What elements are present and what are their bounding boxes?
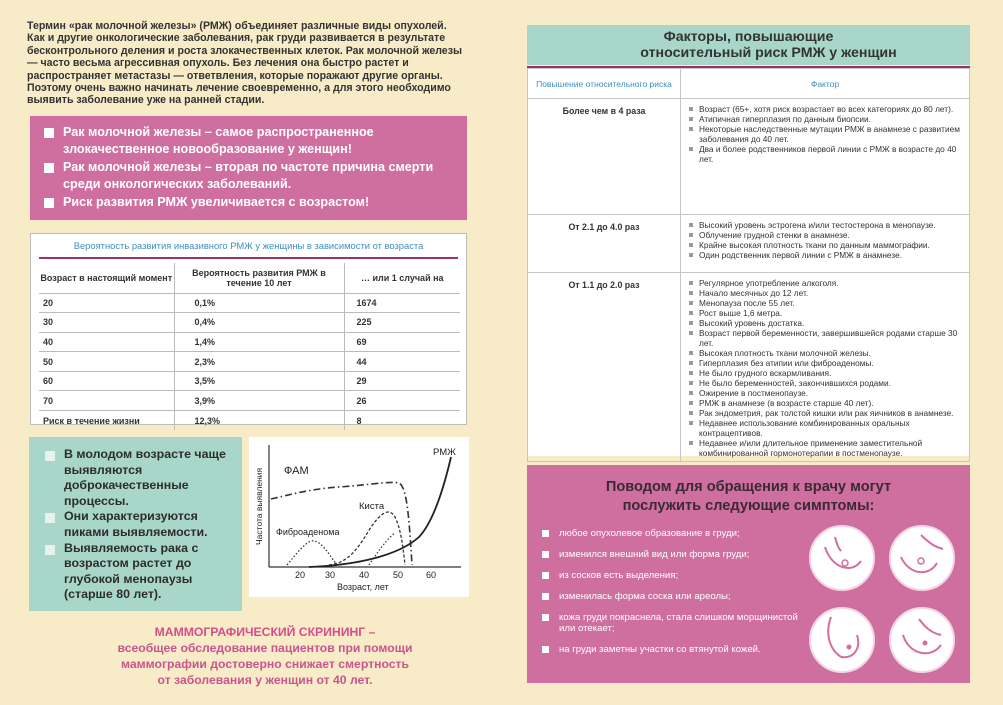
- ratio-cell: 225: [344, 313, 460, 333]
- table-row: [39, 332, 460, 352]
- symptom-text: изменилась форма соска или ареолы;: [559, 591, 731, 602]
- symptom-item: [542, 549, 812, 560]
- factor-cell: [681, 273, 970, 462]
- y-axis-label: Частота выявления: [254, 467, 264, 545]
- risk-title-line: Факторы, повышающие: [663, 29, 834, 45]
- ratio-cell: 29: [344, 371, 460, 391]
- age-cell: 30: [39, 313, 174, 333]
- symptoms-title: [527, 478, 970, 516]
- factor-item: [689, 104, 963, 114]
- factor-item: [689, 318, 963, 328]
- column-header: Вероятность развития РМЖ в течение 10 лет: [174, 263, 344, 293]
- bullet-icon: [689, 401, 693, 405]
- factor-item: [689, 308, 963, 318]
- age-cell: 60: [39, 371, 174, 391]
- probability-cell: 0,1%: [174, 293, 344, 313]
- bullet-icon: [689, 107, 693, 111]
- bullet-icon: [689, 311, 693, 315]
- bullet-icon: [689, 441, 693, 445]
- factor-text: Один родственник первой линии с РМЖ в анамнезе.: [699, 250, 902, 260]
- factor-text: Не было беременностей, закончившихся родами.: [699, 378, 891, 388]
- breast-side-icon: [809, 607, 875, 673]
- bullet-icon: [689, 351, 693, 355]
- symptom-text: любое опухолевое образование в груди;: [559, 528, 740, 539]
- column-header: … или 1 случай на: [344, 263, 460, 293]
- fam-label: ФАМ: [284, 465, 309, 477]
- bullet-icon: [689, 391, 693, 395]
- bullet-icon: [689, 243, 693, 247]
- detection-graph: [249, 437, 469, 597]
- factor-cell: [681, 215, 970, 273]
- cancer-curve: [309, 457, 451, 567]
- factor-text: Высокая плотность ткани молочной железы.: [699, 348, 871, 358]
- factor-text: Гиперплазия без атипии или фиброаденомы.: [699, 358, 874, 368]
- factor-item: [689, 348, 963, 358]
- probability-cell: 2,3%: [174, 352, 344, 372]
- symptoms-title-line: послужить следующие симптомы:: [622, 498, 875, 514]
- risk-level-cell: От 1.1 до 2.0 раз: [528, 273, 681, 462]
- checkbox-icon: [45, 513, 55, 523]
- bullet-icon: [689, 381, 693, 385]
- table-row: [528, 273, 970, 462]
- table-row: [39, 293, 460, 313]
- fact-text: Рак молочной железы – самое распространенное злокачественное новообразование у женщин!: [63, 125, 374, 156]
- probability-cell: 12,3%: [174, 411, 344, 431]
- factor-item: [689, 418, 963, 438]
- factor-text: Возраст первой беременности, завершившейся родами старше 30 лет.: [699, 328, 958, 348]
- fibroadenoma-label: Фиброаденома: [276, 527, 340, 537]
- young-item: [45, 509, 234, 540]
- factor-text: Недавнее использование комбинированных оральных контрацептивов.: [699, 418, 910, 438]
- symptom-item: [542, 528, 812, 539]
- x-tick: 20: [295, 570, 306, 580]
- symptom-text: изменился внешний вид или форма груди;: [559, 549, 750, 560]
- factor-text: Возраст (65+, хотя риск возрастает во всех категориях до 80 лет).: [699, 104, 954, 114]
- factor-item: [689, 298, 963, 308]
- bullet-icon: [542, 593, 549, 600]
- x-tick: 30: [325, 570, 336, 580]
- ratio-cell: 26: [344, 391, 460, 411]
- factor-text: Начало месячных до 12 лет.: [699, 288, 809, 298]
- probability-cell: 3,5%: [174, 371, 344, 391]
- factor-item: [689, 378, 963, 388]
- checkbox-icon: [44, 198, 54, 208]
- bullet-icon: [689, 371, 693, 375]
- breast-lump-icon: [809, 525, 875, 591]
- ratio-cell: 8: [356, 415, 362, 426]
- factor-item: [689, 124, 963, 144]
- cancer-label: РМЖ: [433, 447, 456, 458]
- factor-item: [689, 288, 963, 298]
- age-cell: 50: [39, 352, 174, 372]
- probability-cell: 3,9%: [174, 391, 344, 411]
- factor-text: Атипичная гиперплазия по данным биопсии.: [699, 114, 871, 124]
- factor-text: Некоторые наследственные мутации РМЖ в анамнезе с развитием заболевания до 40 лет.: [699, 124, 960, 144]
- bullet-icon: [689, 321, 693, 325]
- age-cell: 20: [39, 293, 174, 313]
- fact-item: [44, 159, 457, 193]
- symptoms-title-line: Поводом для обращения к врачу могут: [605, 479, 892, 495]
- bullet-icon: [542, 572, 549, 579]
- bullet-icon: [689, 233, 693, 237]
- table-row: [528, 215, 970, 273]
- screening-note: [60, 624, 470, 688]
- factor-item: [689, 250, 963, 260]
- bullet-icon: [689, 411, 693, 415]
- bullet-icon: [689, 331, 693, 335]
- breast-palpation-icon: [889, 607, 955, 673]
- symptom-text: из сосков есть выделения;: [559, 570, 679, 581]
- young-text: Они характеризуются пиками выявляемости.: [64, 509, 208, 539]
- young-item: [45, 447, 234, 509]
- table-row: [39, 411, 460, 431]
- checkbox-icon: [44, 163, 54, 173]
- bullet-icon: [689, 117, 693, 121]
- young-text: Выявляемость рака с возрастом растет до глубокой менопаузы (старше 80 лет).: [64, 540, 199, 602]
- x-axis-label: Возраст, лет: [337, 582, 389, 592]
- factor-text: Регулярное употребление алкоголя.: [699, 278, 839, 288]
- probability-cell: 1,4%: [174, 332, 344, 352]
- age-cell: 70: [39, 391, 174, 411]
- factor-item: [689, 114, 963, 124]
- ratio-cell: 69: [344, 332, 460, 352]
- symptom-item: [542, 570, 812, 581]
- factor-item: [689, 408, 963, 418]
- graph-svg: [249, 437, 469, 597]
- factor-text: Высокий уровень достатка.: [699, 318, 805, 328]
- screening-title: МАММОГРАФИЧЕСКИЙ СКРИНИНГ –: [154, 625, 376, 639]
- ratio-cell: 44: [344, 352, 460, 372]
- bullet-icon: [689, 421, 693, 425]
- table-row: [39, 313, 460, 333]
- factor-text: Высокий уровень эстрогена и/или тестостерона в менопаузе.: [699, 220, 936, 230]
- key-facts-box: [30, 116, 467, 220]
- factor-text: Два и более родственников первой линии с РМЖ в возрасте до 40 лет.: [699, 144, 957, 164]
- symptom-item: [542, 612, 812, 634]
- bullet-icon: [689, 361, 693, 365]
- factor-item: [689, 328, 963, 348]
- factor-text: Рост выше 1,6 метра.: [699, 308, 783, 318]
- bullet-icon: [689, 147, 693, 151]
- screening-line: от заболевания у женщин от 40 лет.: [157, 673, 373, 687]
- x-tick: 40: [359, 570, 370, 580]
- bullet-icon: [689, 281, 693, 285]
- bullet-icon: [689, 223, 693, 227]
- factor-item: [689, 388, 963, 398]
- factor-text: Менопауза после 55 лет.: [699, 298, 795, 308]
- x-tick: 50: [393, 570, 404, 580]
- symptoms-list: [542, 528, 812, 665]
- factor-item: [689, 358, 963, 368]
- factor-text: Крайне высокая плотность ткани по данным маммографии.: [699, 240, 930, 250]
- bullet-icon: [542, 614, 549, 621]
- bullet-icon: [689, 127, 693, 131]
- risk-level-cell: Более чем в 4 раза: [528, 99, 681, 215]
- fibroadenoma-curve: [287, 541, 337, 565]
- risk-factors-header: [527, 25, 970, 65]
- factor-item: [689, 220, 963, 230]
- table-row: [39, 391, 460, 411]
- factor-item: [689, 144, 963, 164]
- bullet-icon: [689, 253, 693, 257]
- ratio-cell: 1674: [344, 293, 460, 313]
- column-header: Повышение относительного риска: [528, 69, 681, 99]
- risk-level-cell: От 2.1 до 4.0 раз: [528, 215, 681, 273]
- table-title: Вероятность развития инвазивного РМЖ у женщины в зависимости от возраста: [39, 240, 458, 259]
- fact-text: Рак молочной железы – вторая по частоте причина смерти среди онкологических заболеваний.: [63, 160, 434, 191]
- bullet-icon: [689, 291, 693, 295]
- fact-item: [44, 194, 457, 211]
- young-text: В молодом возрасте чаще выявляются доброкачественные процессы.: [64, 447, 226, 508]
- table-row: [39, 352, 460, 372]
- column-header: Фактор: [681, 69, 970, 99]
- risk-title-line: относительный риск РМЖ у женщин: [640, 45, 897, 61]
- screening-line: маммографии достоверно снижает смертность: [121, 657, 409, 671]
- factor-text: Не было грудного вскармливания.: [699, 368, 832, 378]
- risk-factors-table: [527, 66, 970, 456]
- factor-item: [689, 368, 963, 378]
- cyst-curve: [329, 512, 405, 565]
- factor-item: [689, 398, 963, 408]
- bullet-icon: [689, 301, 693, 305]
- fact-item: [44, 124, 457, 158]
- factor-text: Облучение грудной стенки в анамнезе.: [699, 230, 850, 240]
- factor-text: Ожирение в постменопаузе.: [699, 388, 809, 398]
- checkbox-icon: [45, 545, 55, 555]
- screening-line: всеобщее обследование пациентов при помощи: [117, 641, 413, 655]
- age-cell: 40: [39, 332, 174, 352]
- bullet-icon: [542, 646, 549, 653]
- cyst-label: Киста: [359, 501, 385, 512]
- table-row: [528, 99, 970, 215]
- column-header: Возраст в настоящий момент: [39, 263, 174, 293]
- checkbox-icon: [44, 128, 54, 138]
- bullet-icon: [542, 530, 549, 537]
- symptom-text: на груди заметны участки со втянутой кожей.: [559, 644, 761, 655]
- factor-text: Рак эндометрия, рак толстой кишки или рак яичников в анамнезе.: [699, 408, 954, 418]
- factor-text: РМЖ в анамнезе (в возрасте старше 40 лет).: [699, 398, 874, 408]
- age-cell: Риск в течение жизни: [39, 411, 174, 431]
- young-age-box: [29, 437, 242, 611]
- fact-text: Риск развития РМЖ увеличивается с возрастом!: [63, 195, 370, 209]
- x-tick: 60: [426, 570, 437, 580]
- symptom-item: [542, 644, 812, 655]
- age-risk-table: [30, 233, 467, 425]
- table-row: [39, 371, 460, 391]
- factor-cell: [681, 99, 970, 215]
- symptoms-box: [527, 465, 970, 683]
- intro-paragraph: Термин «рак молочной железы» (РМЖ) объединяет различные виды опухолей. Как и другие онкологические заболевания, рак груди развивается в результате бесконтрольного деления и роста злокачественных клеток. Рак молочной железы — часто весьма агрессивная опухоль. Без лечения она быстро растет и распространяет метастазы — ответвления, которые поражают другие органы. Поэтому очень важно начинать лечение своевременно, а для этого необходимо выявить заболевание уже на ранней стадии.: [27, 20, 463, 107]
- factor-item: [689, 230, 963, 240]
- breast-exam-icon: [889, 525, 955, 591]
- bullet-icon: [542, 551, 549, 558]
- symptom-item: [542, 591, 812, 602]
- factor-item: [689, 278, 963, 288]
- probability-cell: 0,4%: [174, 313, 344, 333]
- young-item: [45, 541, 234, 603]
- factor-item: [689, 438, 963, 458]
- factor-item: [689, 240, 963, 250]
- factor-text: Недавнее и/или длительное применение заместительной комбинированной гормонотерапии в постменопаузе.: [699, 438, 923, 458]
- symptom-text: кожа груди покраснела, стала слишком морщинистой или отекает;: [559, 612, 798, 634]
- checkbox-icon: [45, 451, 55, 461]
